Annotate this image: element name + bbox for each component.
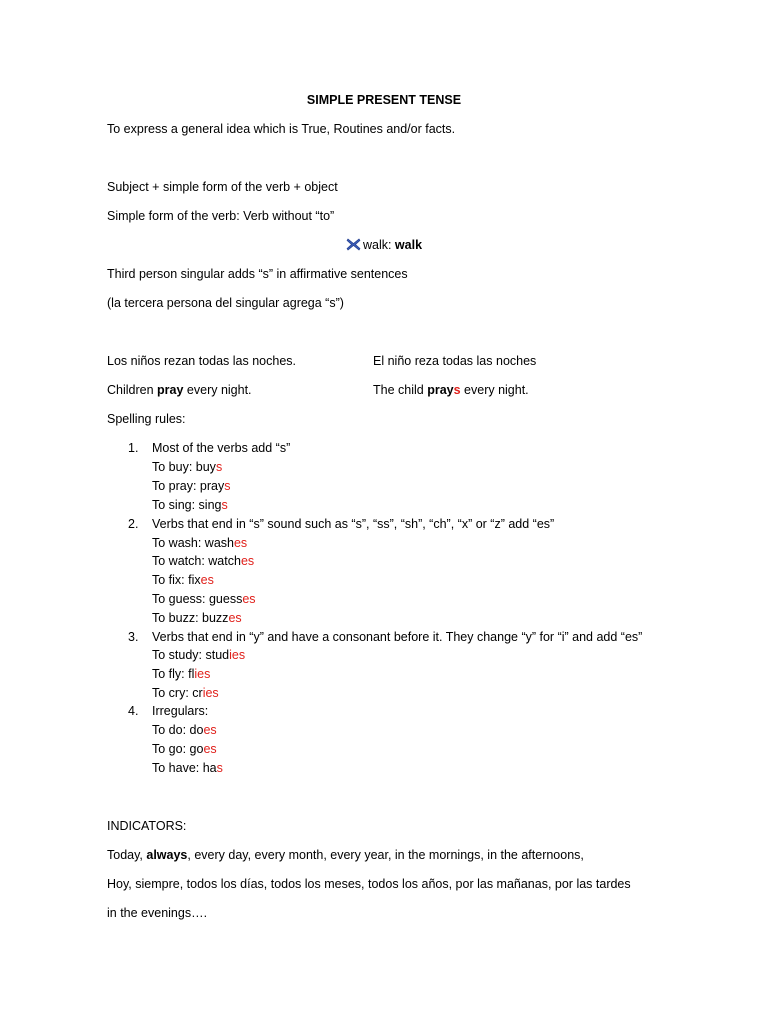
rule-heading: Verbs that end in “y” and have a consonant before it. They change “y” for “i” and add “es” xyxy=(152,630,643,644)
rule-example-suffix: ies xyxy=(202,686,219,700)
example-left-en-b: every night. xyxy=(183,383,252,397)
rule-heading: Most of the verbs add “s” xyxy=(152,441,291,455)
rule-example xyxy=(152,722,217,738)
rule-example-base: To have: ha xyxy=(152,761,217,775)
rule-example-base: To cry: cr xyxy=(152,686,203,700)
rule-example xyxy=(152,535,247,551)
rule-heading: Irregulars: xyxy=(152,704,209,718)
rule-example-base: To go: go xyxy=(152,742,204,756)
rule-example xyxy=(152,666,210,682)
example-right-en-a: The child xyxy=(373,383,428,397)
rule-example-suffix: es xyxy=(240,554,255,568)
simple-form-text: Simple form of the verb: Verb without “to” xyxy=(107,209,335,223)
example-walk xyxy=(0,237,768,253)
indicators-en-bold: always xyxy=(146,848,188,862)
rule-example xyxy=(152,572,214,588)
rule-example-base: To fly: fl xyxy=(152,667,195,681)
rule-example-suffix: s xyxy=(216,761,223,775)
rule-example xyxy=(152,610,242,626)
rule-example-suffix: es xyxy=(200,573,214,587)
indicators-es: Hoy, siempre, todos los días, todos los meses, todos los años, por las mañanas, por las tardes xyxy=(107,877,631,891)
indicators-end: in the evenings…. xyxy=(107,906,208,920)
rule-example-base: To wash: wash xyxy=(152,536,234,550)
third-person-es-text: (la tercera persona del singular agrega “s”) xyxy=(107,296,344,310)
rule-example-base: To do: do xyxy=(152,723,204,737)
example-left-es: Los niños rezan todas las noches. xyxy=(107,354,297,368)
example-right-en-b: every night. xyxy=(460,383,529,397)
rule-example-suffix: ies xyxy=(229,648,246,662)
broken-image-icon xyxy=(346,238,361,251)
rule-example-suffix: s xyxy=(224,479,231,493)
example-prefix: walk: xyxy=(362,238,395,252)
rule-example xyxy=(152,760,223,776)
rule-example-suffix: es xyxy=(203,742,217,756)
rule-example xyxy=(152,553,254,569)
rule-example-base: To fix: fix xyxy=(152,573,201,587)
rule-example xyxy=(152,685,219,701)
intro-text: To express a general idea which is True, Routines and/or facts. xyxy=(107,122,456,136)
rule-example-suffix: es xyxy=(233,536,248,550)
example-right-en-bold: pray xyxy=(427,383,454,397)
rule-example-suffix: ies xyxy=(194,667,211,681)
third-person-text: Third person singular adds “s” in affirmative sentences xyxy=(107,267,408,281)
rule-example xyxy=(152,459,222,475)
example-right-en-red: s xyxy=(453,383,461,397)
example-left-en xyxy=(107,382,252,398)
formula-text: Subject + simple form of the verb + object xyxy=(107,180,338,194)
rule-number: 1. xyxy=(128,441,139,455)
spelling-rules-label: Spelling rules: xyxy=(107,412,186,426)
rule-example xyxy=(152,741,217,757)
rule-number: 2. xyxy=(128,517,139,531)
rule-example-suffix: es xyxy=(242,592,256,606)
rule-example-suffix: es xyxy=(228,611,242,625)
rule-heading: Verbs that end in “s” sound such as “s”, “ss”, “sh”, “ch”, “x” or “z” add “es” xyxy=(152,517,555,531)
rule-example-base: To buy: buy xyxy=(152,460,216,474)
example-bold: walk xyxy=(394,238,423,252)
indicators-en-b: , every day, every month, every year, in the mornings, in the afternoons, xyxy=(187,848,584,862)
indicators-en xyxy=(107,847,584,863)
rule-example xyxy=(152,478,231,494)
indicators-en-a: Today, xyxy=(107,848,147,862)
rule-example xyxy=(152,591,256,607)
example-left-en-bold: pray xyxy=(157,383,184,397)
rule-number: 3. xyxy=(128,630,139,644)
example-left-en-a: Children xyxy=(107,383,158,397)
rule-number: 4. xyxy=(128,704,139,718)
example-right-es: El niño reza todas las noches xyxy=(373,354,537,368)
rule-example-base: To guess: guess xyxy=(152,592,243,606)
rule-example-base: To buzz: buzz xyxy=(152,611,229,625)
rule-example-base: To watch: watch xyxy=(152,554,241,568)
rule-example-base: To study: stud xyxy=(152,648,230,662)
rule-example xyxy=(152,647,245,663)
rule-example xyxy=(152,497,228,513)
rule-example-suffix: s xyxy=(215,460,223,474)
rule-example-base: To sing: sing xyxy=(152,498,222,512)
rule-example-base: To pray: pray xyxy=(152,479,225,493)
indicators-label: INDICATORS: xyxy=(107,819,187,833)
page-title: SIMPLE PRESENT TENSE xyxy=(306,93,462,107)
example-right-en xyxy=(373,382,529,398)
rule-example-suffix: s xyxy=(221,498,228,512)
rule-example-suffix: es xyxy=(203,723,217,737)
